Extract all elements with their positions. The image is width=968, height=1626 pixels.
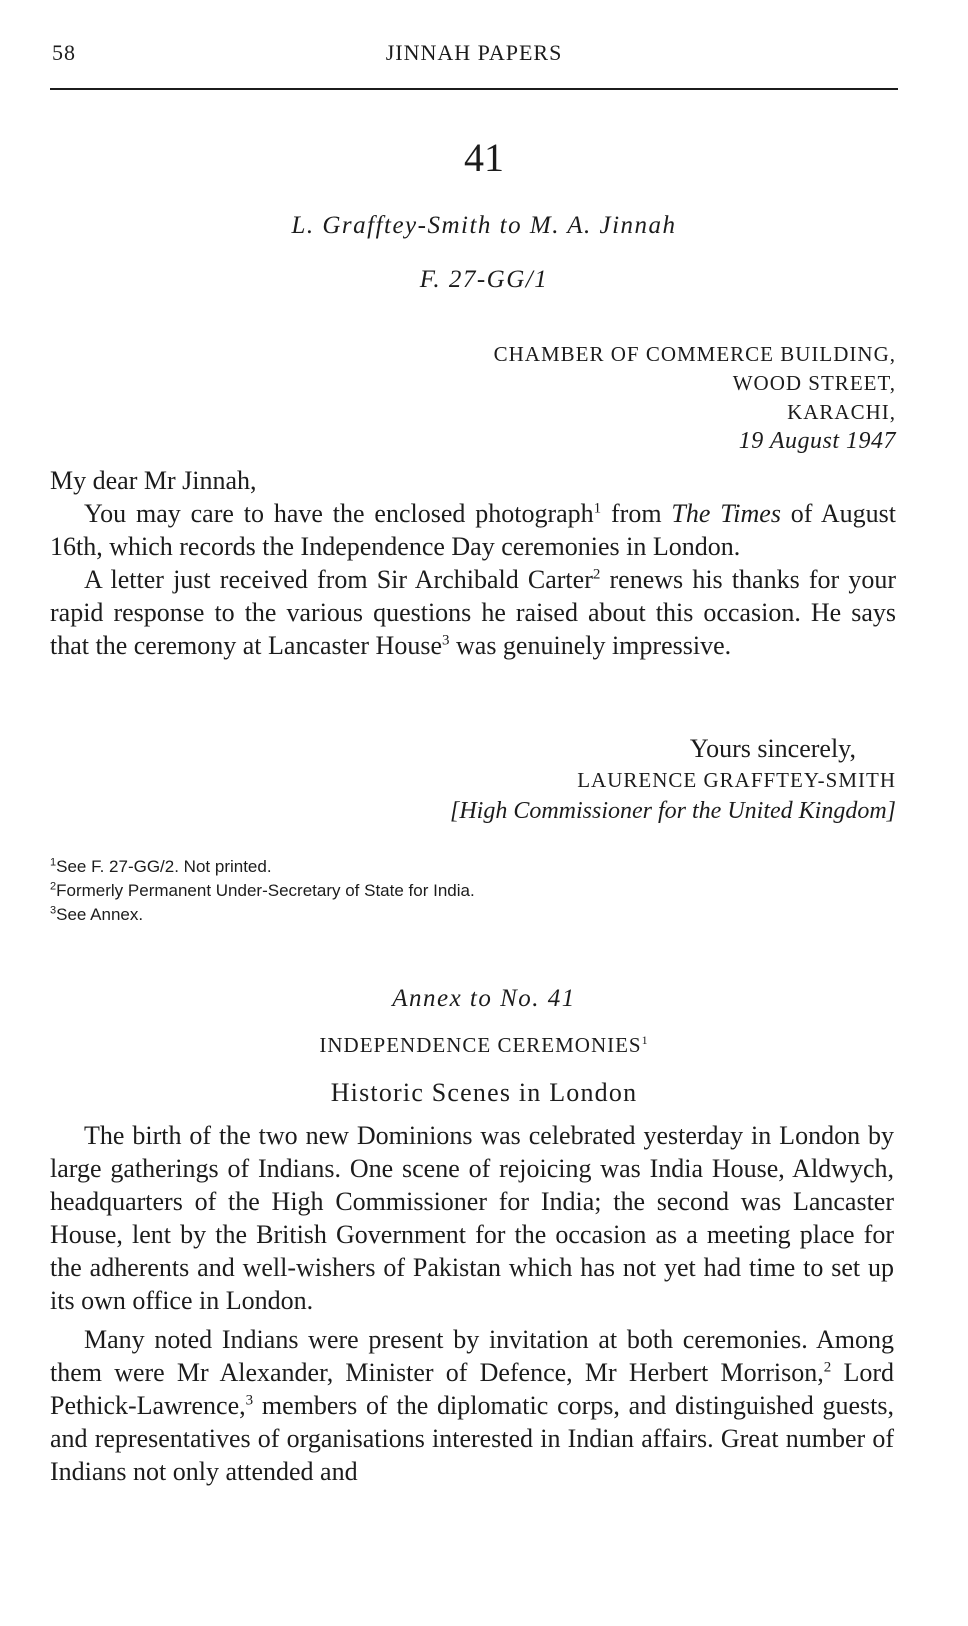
letter-body [50,464,896,662]
letter-date: 19 August 1947 [738,428,896,454]
letter-paragraph-2: A letter just received from Sir Archibald Carter$^2$ renews his thanks for your rapid response to the various questions he raised about this occasion. He says that the ceremony at Lancaster House$^3$ was genuinely impressive. [50,565,896,660]
page-header [50,36,898,76]
footnotes [50,855,475,927]
annex-subheading: Historic Scenes in London [330,1078,638,1107]
footnote-ref: 3 [245,1392,254,1409]
footnote-ref: 2 [592,566,601,583]
footnote-ref: 2 [823,1359,832,1376]
valediction: Yours sincerely, [689,734,856,763]
address-line-2: WOOD STREET, [732,371,896,395]
footnote-ref: 3 [442,632,450,649]
annex-title: Annex to No. 41 [392,985,576,1012]
letter-correspondents: L. Grafftey-Smith to M. A. Jinnah [291,212,677,239]
signer-office: [High Commissioner for the United Kingdom] [449,798,896,824]
letter-paragraph-1: You may care to have the enclosed photograph$^1$ from The Times of August 16th, which records the Independence Day ceremonies in London. [50,499,897,561]
footnote-ref: 1 [593,500,602,517]
address-line-1: CHAMBER OF COMMERCE BUILDING, [493,342,896,366]
annex-body [50,1119,894,1488]
salutation: My dear Mr Jinnah, [50,466,257,495]
footnote-2: $^2$Formerly Permanent Under-Secretary of State for India. [50,880,475,900]
annex-paragraph-2: Many noted Indians were present by invitation at both ceremonies. Among them were Mr Alexander, Minister of Defence, Mr Herbert Morrison,$^2$ Lord Pethick-Lawrence,$^3$ members of the diplomatic corps, and distinguished guests, and representatives of organisations interested in Indian affairs. Great number of Indians not only attended and [50,1325,894,1486]
annex-heading: INDEPENDENCE CEREMONIES$^1$ [319,1033,649,1057]
document-number: 41 [464,135,504,180]
header-rule [50,88,898,90]
page-number: 58 [52,40,76,65]
publication-title: The Times [671,499,781,528]
address-line-3: KARACHI, [787,400,896,424]
sender-address [494,340,896,456]
annex-paragraph-1: The birth of the two new Dominions was celebrated yesterday in London by large gatherings of Indians. One scene of rejoicing was India House, Aldwych, headquarters of the High Commissioner for India; the second was Lancaster House, lent by the British Government for the occasion as a meeting place for the adherents and well-wishers of Pakistan which has not yet had time to set up its own office in London. [50,1121,894,1315]
file-reference: F. 27-GG/1 [419,266,549,293]
running-title: JINNAH PAPERS [385,40,563,65]
letter-closing [450,732,896,828]
footnote-3: $^3$See Annex. [50,904,144,924]
footnote-1: $^1$See F. 27-GG/2. Not printed. [50,856,272,876]
signer-name: LAURENCE GRAFFTEY-SMITH [577,768,896,792]
